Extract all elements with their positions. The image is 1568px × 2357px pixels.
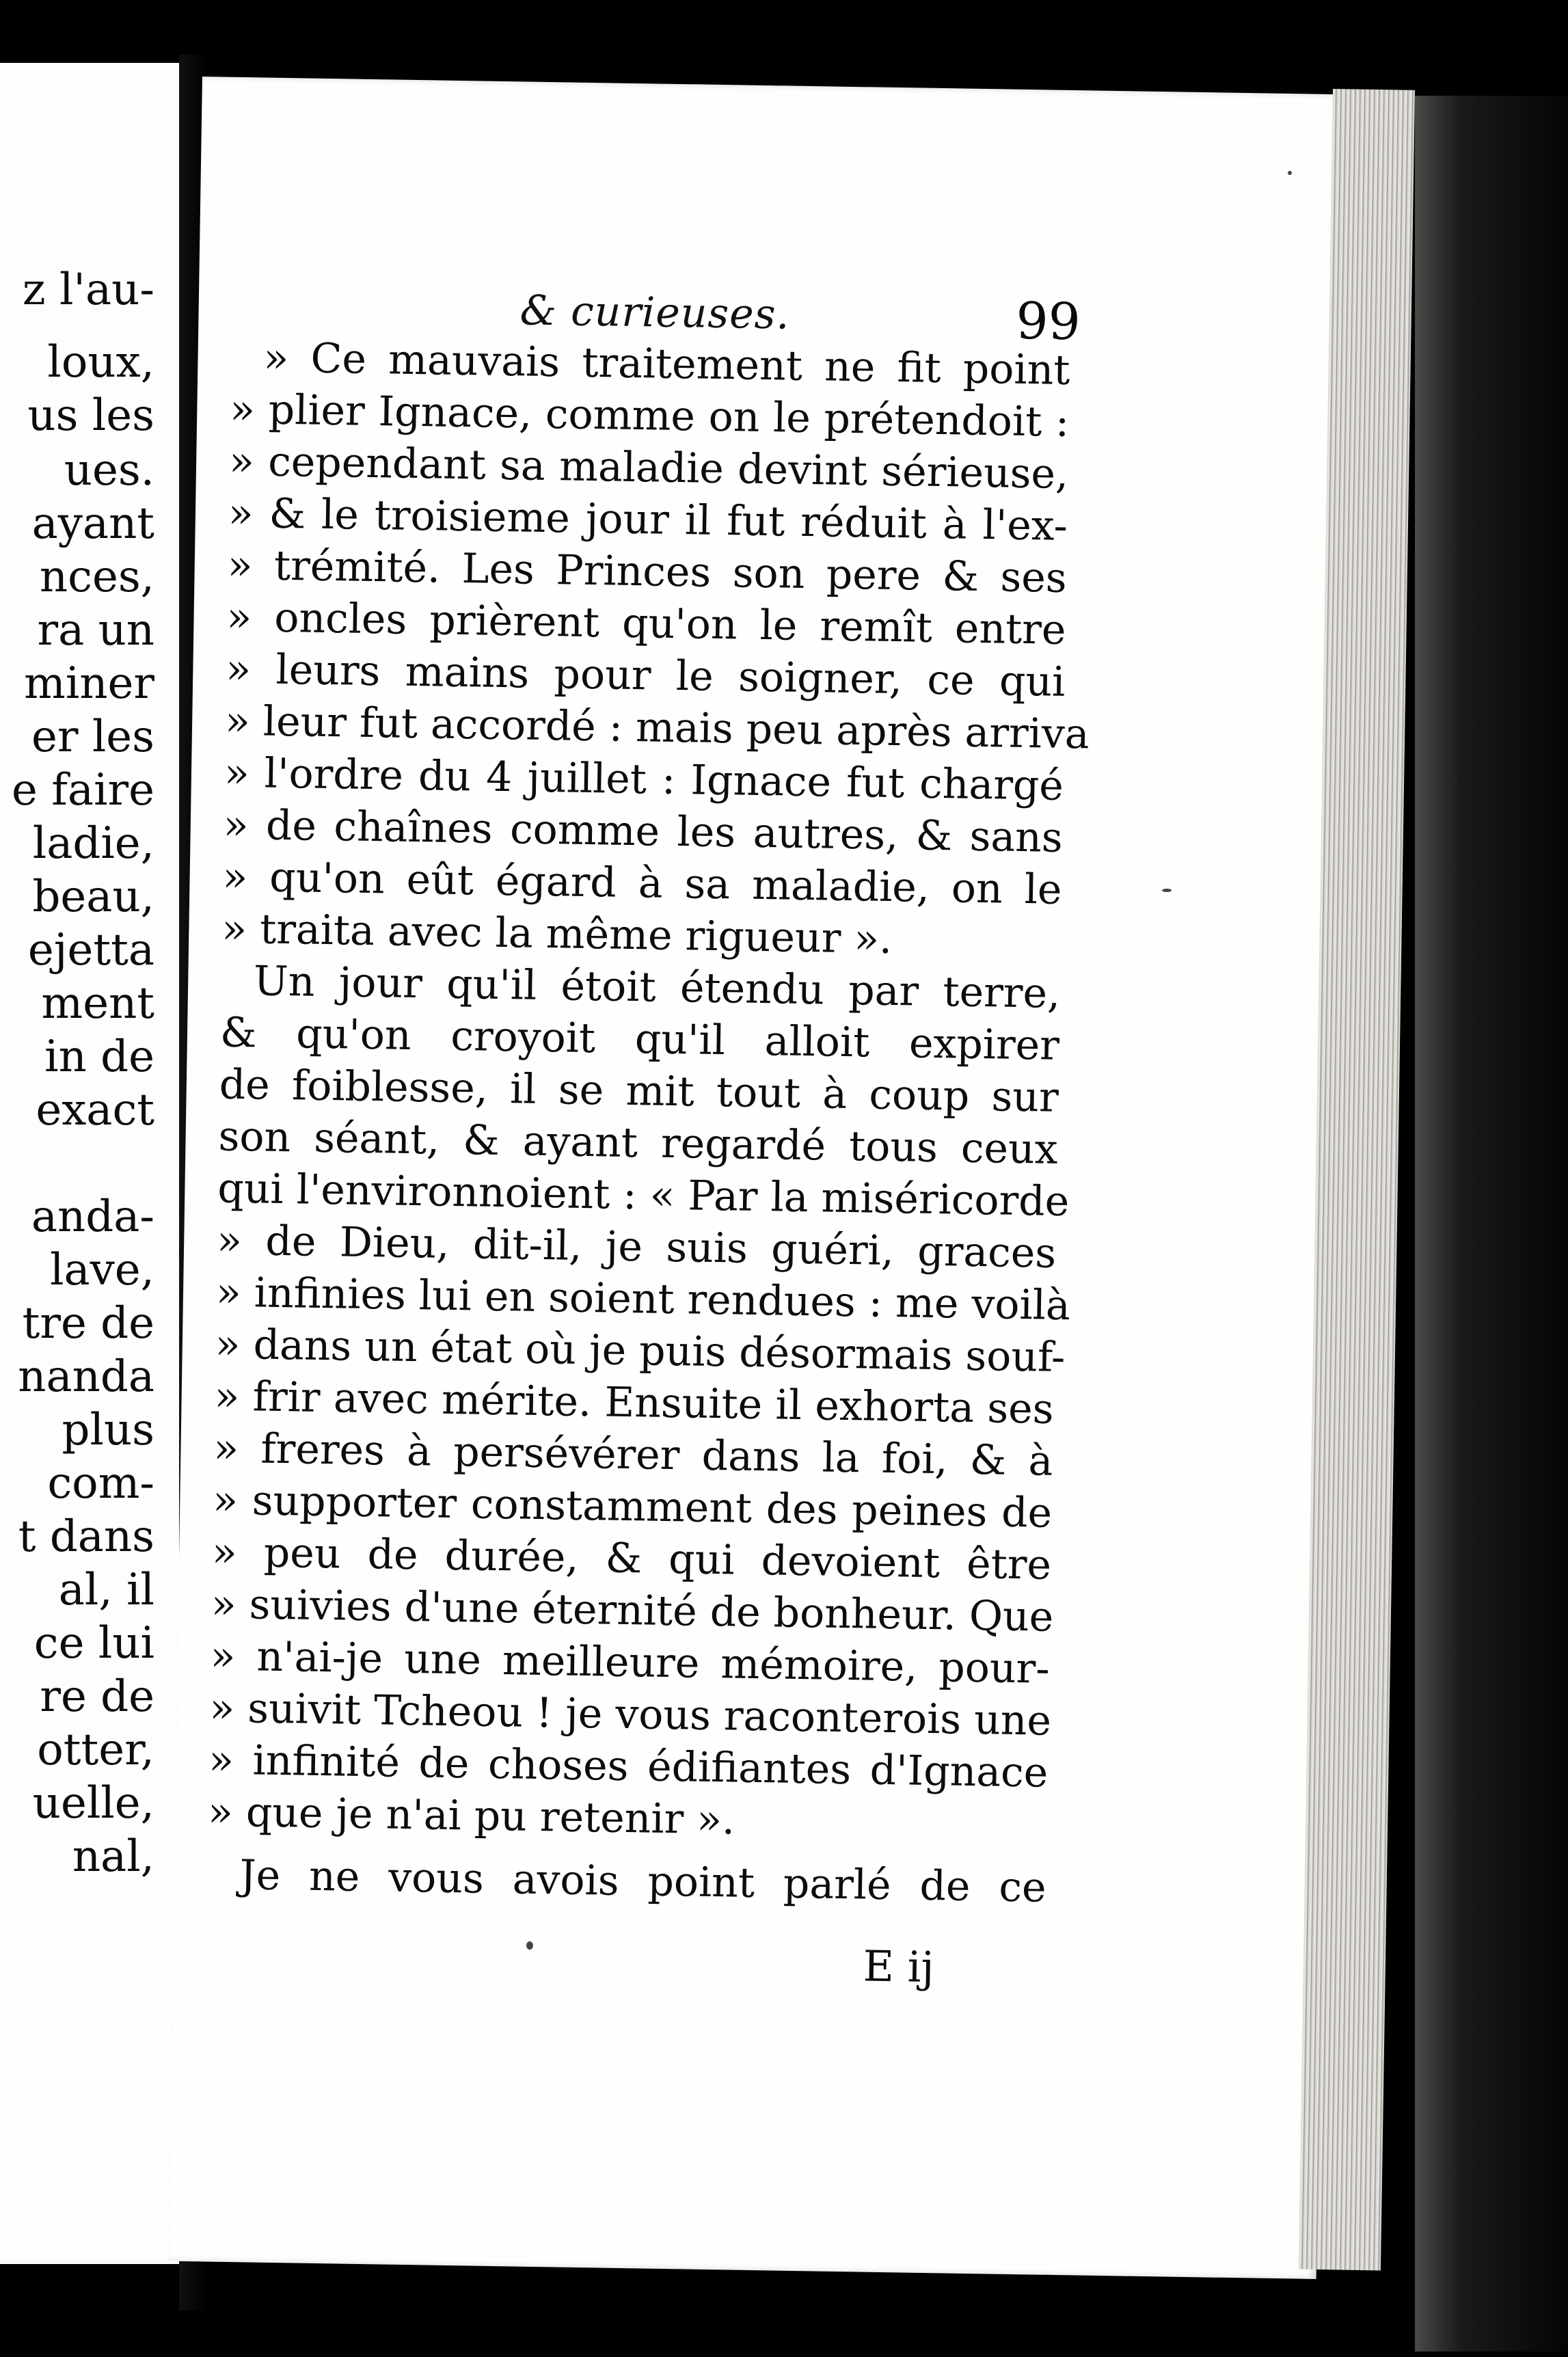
left-page-line: nal,	[72, 1831, 154, 1882]
text-line: » de Dieu, dit-il, je suis guéri, graces	[216, 1216, 1057, 1278]
text-line: » cependant sa maladie devint sérieuse,	[228, 437, 1069, 498]
page-number: 99	[1015, 291, 1081, 352]
left-page-line: ce lui	[33, 1618, 154, 1669]
text-line: » dans un état où je puis désormais souf-	[215, 1320, 1066, 1382]
left-page-line: otter,	[37, 1725, 154, 1775]
text-line: » supporter constamment des peines de	[212, 1476, 1053, 1537]
text-line: » plier Ignace, comme on le prétendoit :	[229, 385, 1070, 446]
text-line: » qu'on eût égard à sa maladie, on le	[222, 852, 1063, 914]
text-line: » n'ai-je une meilleure mémoire, pour-	[210, 1632, 1051, 1693]
text-line: » infinité de choses édifiantes d'Ignace	[208, 1736, 1049, 1797]
left-page-line: anda-	[31, 1191, 154, 1242]
text-line: » suivit Tcheou ! je vous raconterois une	[208, 1684, 1052, 1745]
ink-speck	[526, 1941, 533, 1950]
text-line: » l'ordre du 4 juillet : Ignace fut chargé	[224, 749, 1064, 810]
left-page-line: ues.	[64, 445, 154, 496]
text-line: » de chaînes comme les autres, & sans	[223, 800, 1064, 862]
text-line: » frir avec mérite. Ensuite il exhorta ses	[214, 1372, 1055, 1433]
left-page-line: beau,	[32, 872, 154, 922]
text-line: » & le troisieme jour il fut réduit à l'ex-	[228, 489, 1068, 550]
facing-page-left	[0, 63, 179, 2264]
left-page-line: ayant	[31, 498, 154, 549]
left-page-line: er les	[31, 712, 154, 762]
text-line: qui l'environnoient : « Par la miséricorde	[217, 1164, 1070, 1226]
text-line: » infinies lui en soient rendues : me voilà	[215, 1268, 1071, 1330]
text-line: » que je n'ai pu retenir ».	[207, 1788, 735, 1844]
left-page-line: us les	[27, 390, 154, 441]
left-page-line: lave,	[50, 1245, 154, 1295]
left-page-line: com-	[47, 1458, 154, 1509]
book-block-shadow	[1415, 96, 1568, 2352]
text-line: de foiblesse, il se mit tout à coup sur	[219, 1060, 1059, 1122]
text-line: » oncles prièrent qu'on le remît entre	[226, 593, 1066, 654]
page-text	[168, 77, 1351, 2279]
text-line: » peu de durée, & qui devoient être	[211, 1528, 1052, 1589]
left-page-line: ladie,	[32, 818, 154, 869]
text-line: » freres à persévérer dans la foi, & à	[213, 1424, 1053, 1485]
left-page-line: z l'au-	[22, 265, 154, 315]
left-page-line: e faire	[12, 765, 154, 816]
left-page-line: uelle,	[32, 1778, 154, 1829]
text-line: Je ne vous avois point parlé de ce	[239, 1851, 1047, 1912]
left-page-line: exact	[36, 1085, 154, 1135]
text-line: » leur fut accordé : mais peu après arriva	[224, 697, 1090, 759]
left-page-line: ejetta	[27, 925, 154, 975]
text-line: » suivies d'une éternité de bonheur. Que	[211, 1580, 1054, 1641]
left-page-line: nces,	[39, 552, 154, 602]
ink-speck	[1162, 889, 1172, 892]
left-page-line: re de	[40, 1671, 154, 1722]
left-page-line: ra un	[37, 605, 154, 656]
text-line: son séant, & ayant regardé tous ceux	[218, 1112, 1059, 1174]
left-page-line: ment	[41, 978, 154, 1029]
left-page-line: miner	[24, 658, 154, 709]
left-page-line: nanda	[18, 1351, 154, 1402]
text-line: » trémité. Les Princes son pere & ses	[227, 541, 1068, 602]
running-title: & curieuses.	[519, 286, 791, 339]
text-line: Un jour qu'il étoit étendu par terre,	[253, 957, 1061, 1018]
text-line: » Ce mauvais traitement ne fit point	[262, 334, 1070, 394]
left-page-line: loux,	[47, 337, 154, 388]
signature-mark: E ij	[863, 1941, 935, 1993]
left-page-line: tre de	[22, 1298, 154, 1349]
text-line: » traita avec la même rigueur ».	[221, 904, 893, 964]
left-page-line: in de	[44, 1032, 154, 1082]
text-line: » leurs mains pour le soigner, ce qui	[225, 645, 1066, 706]
left-page-line: t dans	[18, 1511, 154, 1562]
ink-speck	[1288, 171, 1292, 175]
text-line: & qu'on croyoit qu'il alloit expirer	[219, 1008, 1060, 1070]
left-page-line: al, il	[58, 1565, 154, 1615]
left-page-line: plus	[62, 1405, 154, 1455]
